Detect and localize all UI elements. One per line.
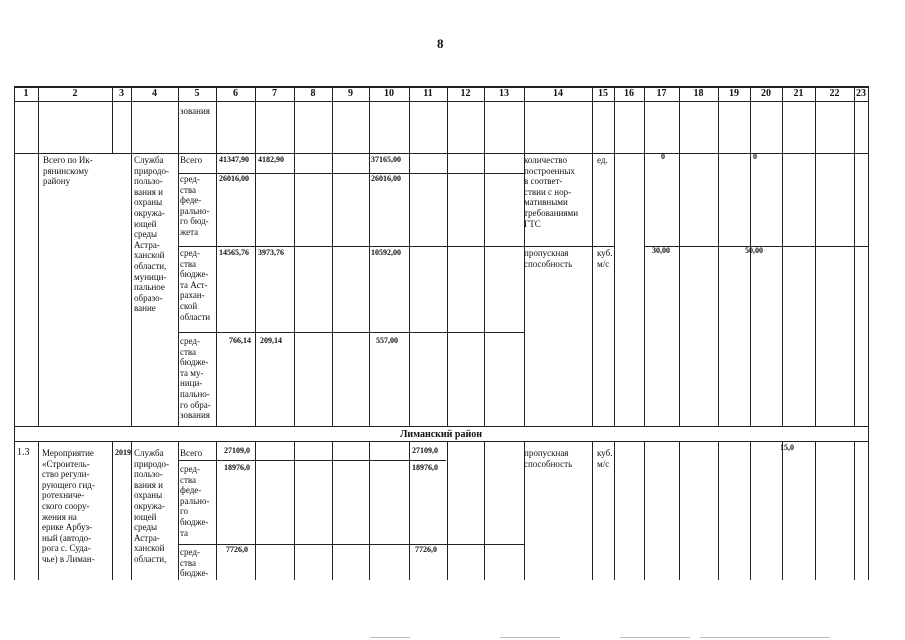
grid-line [782, 441, 783, 580]
value-cell: 26016,00 [371, 174, 401, 183]
grid-line [294, 441, 295, 580]
grid-line [178, 441, 179, 580]
section-title: Лиманский район [399, 429, 483, 440]
funding-label: сред- ства феде- рально- го бюд- жета [180, 174, 210, 237]
grid-line [409, 441, 410, 580]
grid-line [255, 101, 256, 426]
column-number: 5 [194, 88, 200, 99]
column-number: 18 [693, 88, 704, 99]
value-cell: 18976,0 [412, 463, 438, 472]
value-cell: 10592,00 [371, 248, 401, 257]
grid-line [178, 460, 446, 461]
grid-line [868, 86, 869, 580]
grid-line [112, 101, 113, 153]
continued-text: зования [180, 106, 210, 116]
grid-line [332, 101, 333, 426]
value-cell: 26016,00 [219, 174, 249, 183]
value-cell: 7726,0 [415, 545, 437, 554]
column-number: 4 [152, 88, 157, 99]
funding-label: сред- ства бюдже- [180, 547, 209, 579]
activity-text: Мероприятие «Строитель- ство регули- рующего гид- ротехниче- ского соору- жения на ерике Арбуз- ный (автодо- рога с. Суда- чье) в Лиман- [42, 448, 95, 564]
executor-text: Служба природо- пользо- вания и охраны окружа- ющей среды Астра- ханской области, муници- пальное образо- вание [134, 155, 169, 314]
column-number: 8 [310, 88, 316, 99]
column-number: 23 [856, 88, 866, 99]
indicator-unit: куб. м/с [597, 248, 613, 269]
grid-line [718, 101, 719, 426]
scan-artifact [370, 637, 410, 638]
grid-line [750, 441, 751, 580]
value-cell: 557,00 [376, 336, 398, 345]
grid-line [484, 101, 485, 426]
grid-line [14, 153, 868, 154]
grid-line [216, 441, 217, 580]
column-number: 20 [761, 88, 771, 99]
grid-line [255, 441, 256, 580]
value-cell: 27109,0 [224, 446, 250, 455]
value-cell: 27109,0 [412, 446, 438, 455]
column-number: 10 [384, 88, 394, 99]
grid-line [178, 246, 524, 247]
value-cell: 766,14 [229, 336, 251, 345]
value-cell: 30,00 [652, 246, 670, 255]
grid-line [782, 101, 783, 426]
grid-line [679, 101, 680, 426]
column-number: 21 [793, 88, 804, 99]
column-number: 19 [729, 88, 739, 99]
column-number: 15 [598, 88, 608, 99]
grid-line [750, 101, 751, 426]
grid-line [294, 101, 295, 426]
value-cell: 14565,76 [219, 248, 249, 257]
funding-label: Всего [180, 448, 203, 458]
indicator-name: пропускная способность [524, 448, 573, 469]
column-number: 11 [423, 88, 433, 99]
year-cell: 2019 [115, 448, 131, 457]
funding-label: сред- ства бюдже- та Аст- рахан- ской области [180, 248, 211, 322]
grid-line [38, 441, 39, 580]
column-number: 9 [348, 88, 353, 99]
grid-line [815, 101, 816, 426]
value-cell: 41347,90 [219, 155, 249, 164]
value-cell: 0 [753, 152, 757, 161]
value-cell: 18976,0 [224, 463, 250, 472]
indicator-name: количество построенных в соответ- ствии с нор- мативными требованиями ГТС [524, 155, 579, 229]
column-number: 22 [829, 88, 840, 99]
grid-line [131, 441, 132, 580]
indicator-unit: ед. [597, 155, 608, 165]
column-number: 6 [233, 88, 238, 99]
grid-line [409, 101, 410, 426]
grid-line [718, 441, 719, 580]
funding-label: сред- ства феде- рально- го бюдже- та [180, 464, 210, 538]
district-total-label: Всего по Ик- рянинскому району [43, 155, 93, 187]
grid-line [524, 246, 615, 247]
funding-label: Всего [180, 155, 203, 165]
column-number: 16 [624, 88, 634, 99]
grid-line [14, 87, 868, 88]
scan-artifact [700, 637, 830, 638]
grid-line [854, 101, 855, 426]
grid-line [484, 441, 485, 580]
grid-line [815, 441, 816, 580]
grid-line [447, 101, 448, 426]
grid-line [131, 101, 132, 426]
column-number: 3 [119, 88, 124, 99]
executor-text: Служба природо- пользо- вания и охраны окружа- ющей среды Астра- ханской области, [134, 448, 169, 564]
grid-line [38, 101, 39, 426]
value-cell: 209,14 [260, 336, 282, 345]
grid-line [447, 441, 448, 580]
column-number: 17 [656, 88, 667, 99]
grid-line [178, 101, 179, 426]
grid-line [14, 101, 868, 102]
scan-artifact [620, 637, 690, 638]
item-number: 1.3 [17, 447, 30, 458]
column-number: 1 [23, 88, 29, 99]
grid-line [614, 441, 615, 580]
column-number: 13 [499, 88, 509, 99]
grid-line [216, 101, 217, 426]
funding-label: сред- ства бюдже- та му- ници- пально- го обра- зования [180, 336, 211, 421]
column-number: 14 [553, 88, 563, 99]
grid-line [644, 101, 645, 426]
value-cell: 0 [661, 152, 665, 161]
grid-line [644, 441, 645, 580]
column-number: 2 [72, 88, 78, 99]
grid-line [614, 101, 615, 426]
value-cell: 37165,00 [371, 155, 401, 164]
grid-line [14, 441, 868, 442]
value-cell: 7726,0 [226, 545, 248, 554]
grid-line [178, 332, 524, 333]
page-number: 8 [437, 36, 444, 51]
value-cell: 3973,76 [258, 248, 284, 257]
value-cell: 4182,90 [258, 155, 284, 164]
grid-line [854, 441, 855, 580]
column-number: 12 [460, 88, 471, 99]
value-cell: 50,00 [745, 246, 763, 255]
grid-line [14, 86, 15, 580]
indicator-name: пропускная способность [524, 248, 573, 269]
column-number: 7 [272, 88, 277, 99]
indicator-unit: куб. м/с [597, 448, 613, 469]
program-table [14, 86, 868, 580]
grid-line [332, 441, 333, 580]
grid-line [369, 441, 370, 580]
grid-line [369, 101, 370, 426]
grid-line [14, 426, 868, 427]
scan-artifact [500, 637, 560, 638]
grid-line [679, 441, 680, 580]
value-cell: 15,0 [780, 443, 794, 452]
